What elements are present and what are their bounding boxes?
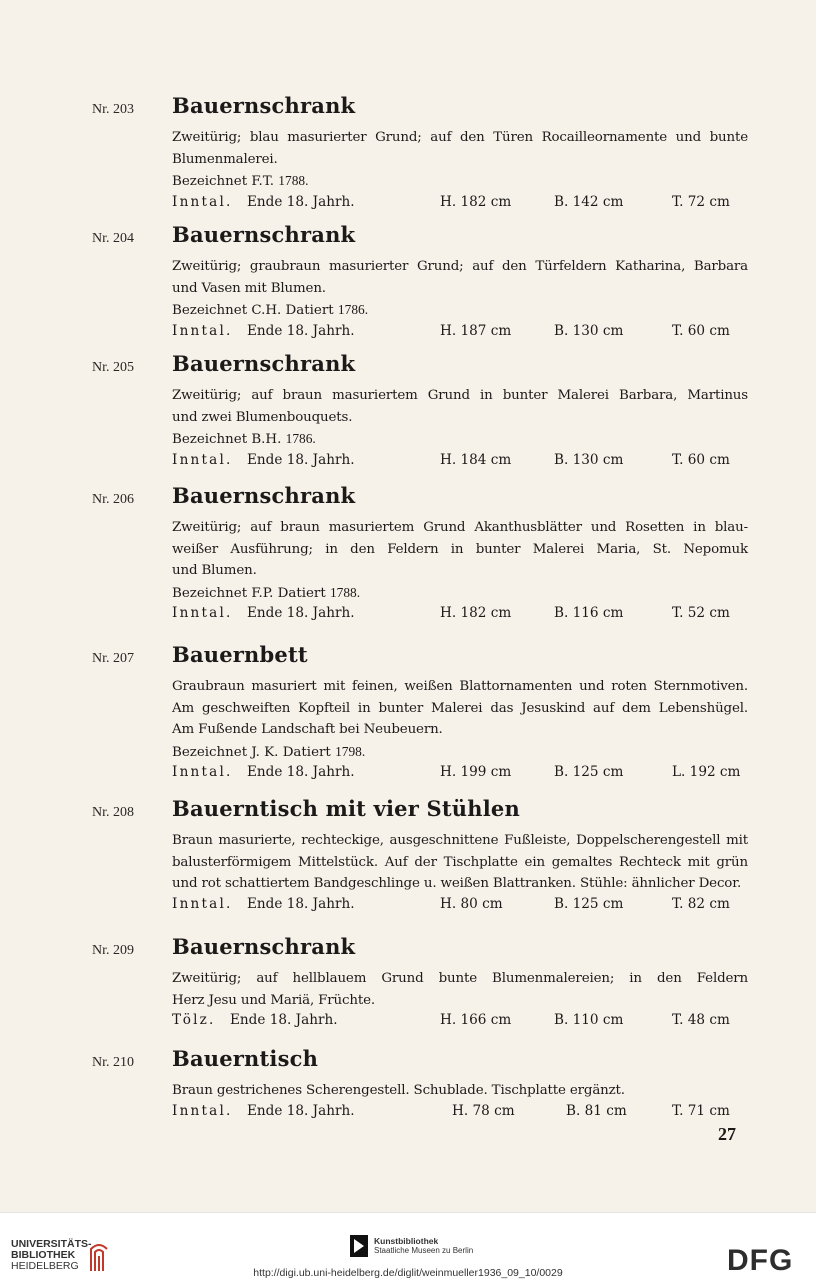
description-line: und Blumen.	[172, 563, 257, 579]
description-line: Zweitürig; auf braun masuriertem Grund Akanthusblätter und Rosetten in blau-	[172, 520, 748, 535]
description-line: weißer Ausführung; in den Feldern in bunter Malerei Maria, St. Nepomuk	[172, 541, 748, 557]
signature-line	[172, 299, 748, 322]
entry-meta	[172, 763, 748, 785]
entry-body	[172, 1080, 748, 1124]
entry-body	[172, 256, 748, 344]
entry-title: Bauernschrank	[172, 351, 356, 376]
depth-dimension: T. 52 cm	[672, 605, 730, 622]
place: Inntal.	[172, 605, 233, 622]
depth-dimension: T. 60 cm	[672, 322, 730, 339]
entry-number: Nr. 204	[92, 231, 134, 246]
signature-text: Bezeichnet B.H.	[172, 432, 282, 448]
entry-number: Nr. 209	[92, 943, 134, 958]
date: Ende 18. Jahrh.	[247, 451, 355, 468]
height-dimension: H. 187 cm	[440, 322, 512, 339]
entry-title: Bauerntisch	[172, 1046, 319, 1071]
entry-body	[172, 127, 748, 215]
ub-line-2: BIBLIOTHEK	[11, 1249, 76, 1261]
height-dimension: H. 199 cm	[440, 764, 512, 781]
signature-text: Bezeichnet F.P. Datiert	[172, 585, 326, 601]
height-dimension: H. 78 cm	[452, 1102, 515, 1119]
page-url[interactable]: http://digi.ub.uni-heidelberg.de/diglit/weinmueller1936_09_10/0029	[253, 1267, 563, 1279]
entry-meta	[172, 1102, 748, 1124]
entry-body	[172, 385, 748, 473]
signature-year: 1798.	[335, 743, 366, 759]
description-line: Graubraun masuriert mit feinen, weißen Blattornamenten und roten Sternmotiven.	[172, 679, 748, 694]
signature-text: Bezeichnet C.H. Datiert	[172, 303, 334, 319]
signature-year: 1788.	[278, 173, 309, 189]
entry-title: Bauernschrank	[172, 934, 356, 959]
signature-line	[172, 582, 748, 605]
kb-subtitle: Staatliche Museen zu Berlin	[374, 1246, 474, 1255]
date: Ende 18. Jahrh.	[247, 193, 355, 210]
place: Inntal.	[172, 451, 233, 468]
signature-year: 1788.	[329, 584, 361, 600]
description-line: und Vasen mit Blumen.	[172, 280, 326, 296]
signature-line	[172, 428, 748, 451]
signature-year: 1786.	[285, 431, 316, 447]
entry-meta	[172, 1011, 748, 1033]
signature-line	[172, 170, 748, 193]
entry-number: Nr. 208	[92, 805, 134, 820]
entry-number: Nr. 206	[92, 492, 134, 507]
height-dimension: H. 182 cm	[440, 193, 512, 210]
date: Ende 18. Jahrh.	[247, 764, 355, 781]
date: Ende 18. Jahrh.	[247, 605, 355, 622]
entry-meta	[172, 193, 748, 215]
entry-title: Bauernschrank	[172, 222, 356, 247]
depth-dimension: T. 82 cm	[672, 895, 730, 912]
width-dimension: B. 130 cm	[554, 322, 624, 339]
description-line: Herz Jesu und Mariä, Früchte.	[172, 992, 375, 1008]
dfg-logo[interactable]: DFG	[727, 1244, 794, 1277]
entry-body	[172, 968, 748, 1033]
signature-text: Bezeichnet J. K. Datiert	[172, 744, 331, 760]
entry-meta	[172, 451, 748, 473]
entry-body	[172, 517, 748, 626]
width-dimension: B. 142 cm	[554, 193, 624, 210]
description-line: Am Fußende Landschaft bei Neubeuern.	[172, 722, 443, 738]
depth-dimension: T. 60 cm	[672, 451, 730, 468]
width-dimension: B. 110 cm	[554, 1012, 624, 1029]
signature-text: Bezeichnet F.T.	[172, 174, 275, 190]
place: Inntal.	[172, 895, 233, 912]
entry-title: Bauernschrank	[172, 93, 356, 118]
date: Ende 18. Jahrh.	[230, 1012, 338, 1029]
page-number: 27	[718, 1124, 736, 1144]
description-line: balusterförmigem Mittelstück. Auf der Tischplatte ein gemaltes Rechteck mit grün	[172, 854, 748, 870]
entry-meta	[172, 604, 748, 626]
depth-dimension: T. 71 cm	[672, 1102, 730, 1119]
height-dimension: H. 166 cm	[440, 1012, 512, 1029]
entry-title: Bauerntisch mit vier Stühlen	[172, 796, 520, 821]
date: Ende 18. Jahrh.	[247, 1102, 355, 1119]
ub-line-3: HEIDELBERG	[11, 1260, 79, 1272]
depth-dimension: L. 192 cm	[672, 764, 741, 781]
depth-dimension: T. 72 cm	[672, 193, 730, 210]
date: Ende 18. Jahrh.	[247, 322, 355, 339]
description-line: Zweitürig; graubraun masurierter Grund; auf den Türfeldern Katharina, Barbara	[172, 259, 748, 274]
width-dimension: B. 130 cm	[554, 451, 624, 468]
entry-meta	[172, 895, 748, 917]
entry-number: Nr. 203	[92, 102, 134, 117]
place: Inntal.	[172, 193, 233, 210]
height-dimension: H. 80 cm	[440, 895, 503, 912]
signature-year: 1786.	[337, 302, 369, 318]
date: Ende 18. Jahrh.	[247, 895, 355, 912]
entry-number: Nr. 210	[92, 1055, 134, 1070]
description-line: Zweitürig; blau masurierter Grund; auf den Türen Rocailleornamente und bunte	[172, 130, 748, 145]
description-line: und rot schattiertem Bandgeschlinge u. weißen Blattranken. Stühle: ähnlicher Decor.	[172, 876, 742, 892]
width-dimension: B. 125 cm	[554, 895, 624, 912]
description-line: Braun masurierte, rechteckige, ausgeschnittene Fußleiste, Doppelscherengestell mit	[172, 833, 748, 848]
description-line: und zwei Blumenbouquets.	[172, 409, 353, 425]
entry-meta	[172, 322, 748, 344]
signature-line	[172, 741, 748, 764]
entry-title: Bauernbett	[172, 642, 308, 667]
height-dimension: H. 182 cm	[440, 605, 512, 622]
kb-title: Kunstbibliothek	[374, 1236, 439, 1246]
description-line: Zweitürig; auf braun masuriertem Grund in bunter Malerei Barbara, Martinus	[172, 388, 748, 403]
entry-body	[172, 830, 748, 917]
description-line: Am geschweiften Kopfteil in bunter Malerei das Jesuskind auf dem Lebenshügel.	[172, 700, 748, 716]
entry-number: Nr. 207	[92, 651, 134, 666]
width-dimension: B. 116 cm	[554, 605, 624, 622]
height-dimension: H. 184 cm	[440, 451, 512, 468]
description-line: Blumenmalerei.	[172, 151, 278, 167]
kunstbibliothek-logo-icon[interactable]	[350, 1235, 368, 1257]
entry-number: Nr. 205	[92, 360, 134, 375]
place: Tölz.	[172, 1012, 216, 1029]
depth-dimension: T. 48 cm	[672, 1012, 730, 1029]
ub-line-1: UNIVERSITÄTS-	[11, 1238, 92, 1250]
entry-title: Bauernschrank	[172, 483, 356, 508]
kunstbibliothek-text	[374, 1236, 473, 1256]
width-dimension: B. 81 cm	[566, 1102, 627, 1119]
place: Inntal.	[172, 1102, 233, 1119]
description-line: Zweitürig; auf hellblauem Grund bunte Blumenmalereien; in den Feldern	[172, 971, 748, 986]
description-line: Braun gestrichenes Scherengestell. Schublade. Tischplatte ergänzt.	[172, 1083, 625, 1098]
entry-body	[172, 676, 748, 785]
width-dimension: B. 125 cm	[554, 764, 624, 781]
place: Inntal.	[172, 322, 233, 339]
place: Inntal.	[172, 764, 233, 781]
